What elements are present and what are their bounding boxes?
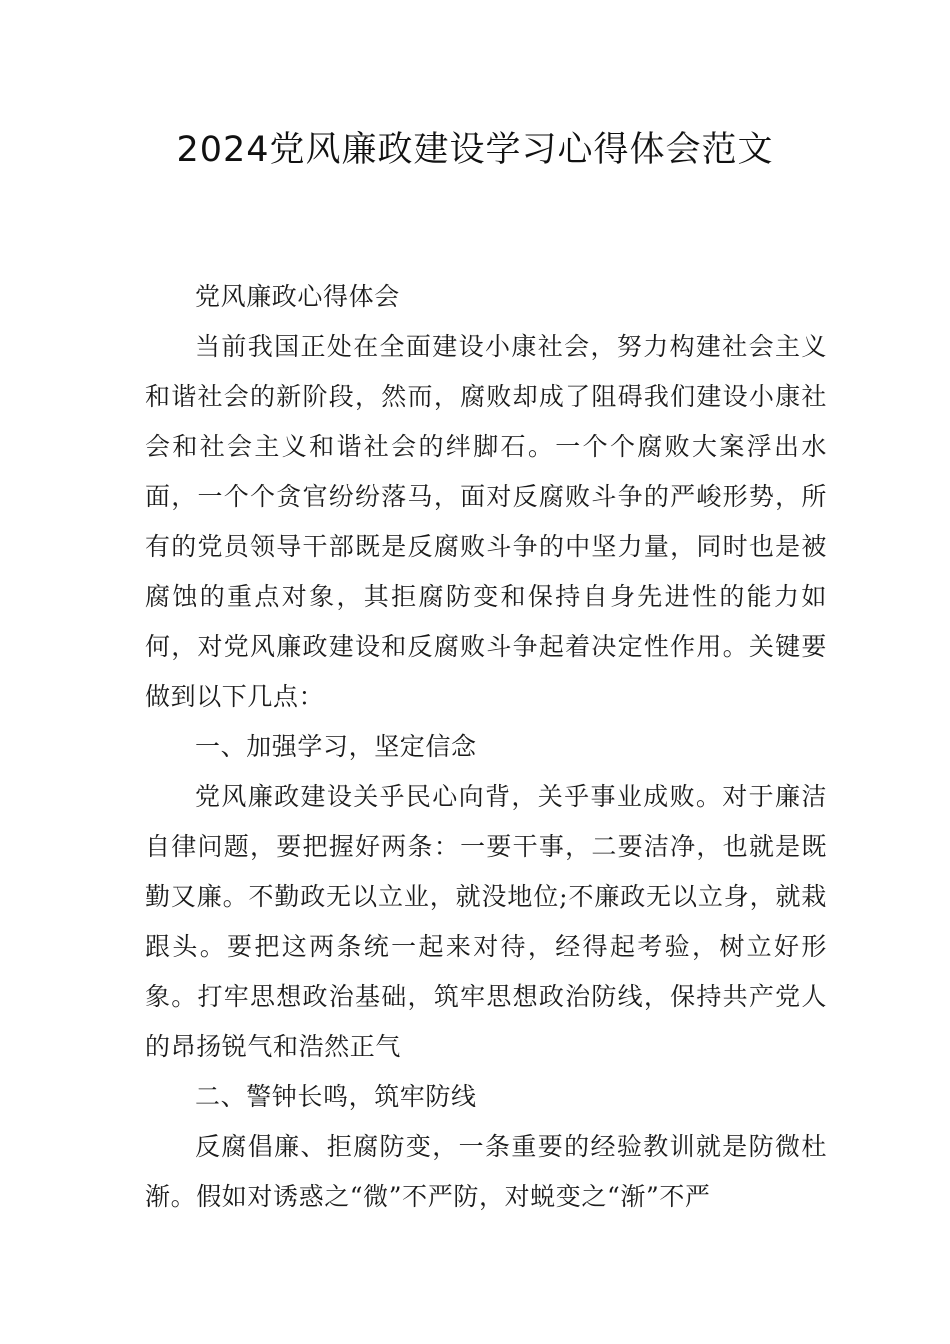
document-body <box>145 272 827 1222</box>
paragraph-section-2: 反腐倡廉、拒腐防变，一条重要的经验教训就是防微杜渐。假如对诱惑之“微”不严防，对蜕变之“渐”不严 <box>145 1132 827 1211</box>
section-heading-2: 二、警钟长鸣，筑牢防线 <box>195 1082 477 1111</box>
section-heading-1: 一、加强学习，坚定信念 <box>195 732 477 761</box>
paragraph-intro: 当前我国正处在全面建设小康社会，努力构建社会主义和谐社会的新阶段，然而，腐败却成了阻碍我们建设小康社会和社会主义和谐社会的绊脚石。一个个腐败大案浮出水面，一个个贪官纷纷落马，面对反腐败斗争的严峻形势，所有的党员领导干部既是反腐败斗争的中坚力量，同时也是被腐蚀的重点对象，其拒腐防变和保持自身先进性的能力如何，对党风廉政建设和反腐败斗争起着决定性作用。关键要做到以下几点： <box>145 332 827 711</box>
section-heading-intro: 党风廉政心得体会 <box>195 282 400 311</box>
paragraph-section-1: 党风廉政建设关乎民心向背，关乎事业成败。对于廉洁自律问题，要把握好两条：一要干事，二要洁净，也就是既勤又廉。不勤政无以立业，就没地位;不廉政无以立身，就栽跟头。要把这两条统一起来对待，经得起考验，树立好形象。打牢思想政治基础，筑牢思想政治防线，保持共产党人的昂扬锐气和浩然正气 <box>145 782 827 1061</box>
document-title: 2024党风廉政建设学习心得体会范文 <box>176 130 774 170</box>
